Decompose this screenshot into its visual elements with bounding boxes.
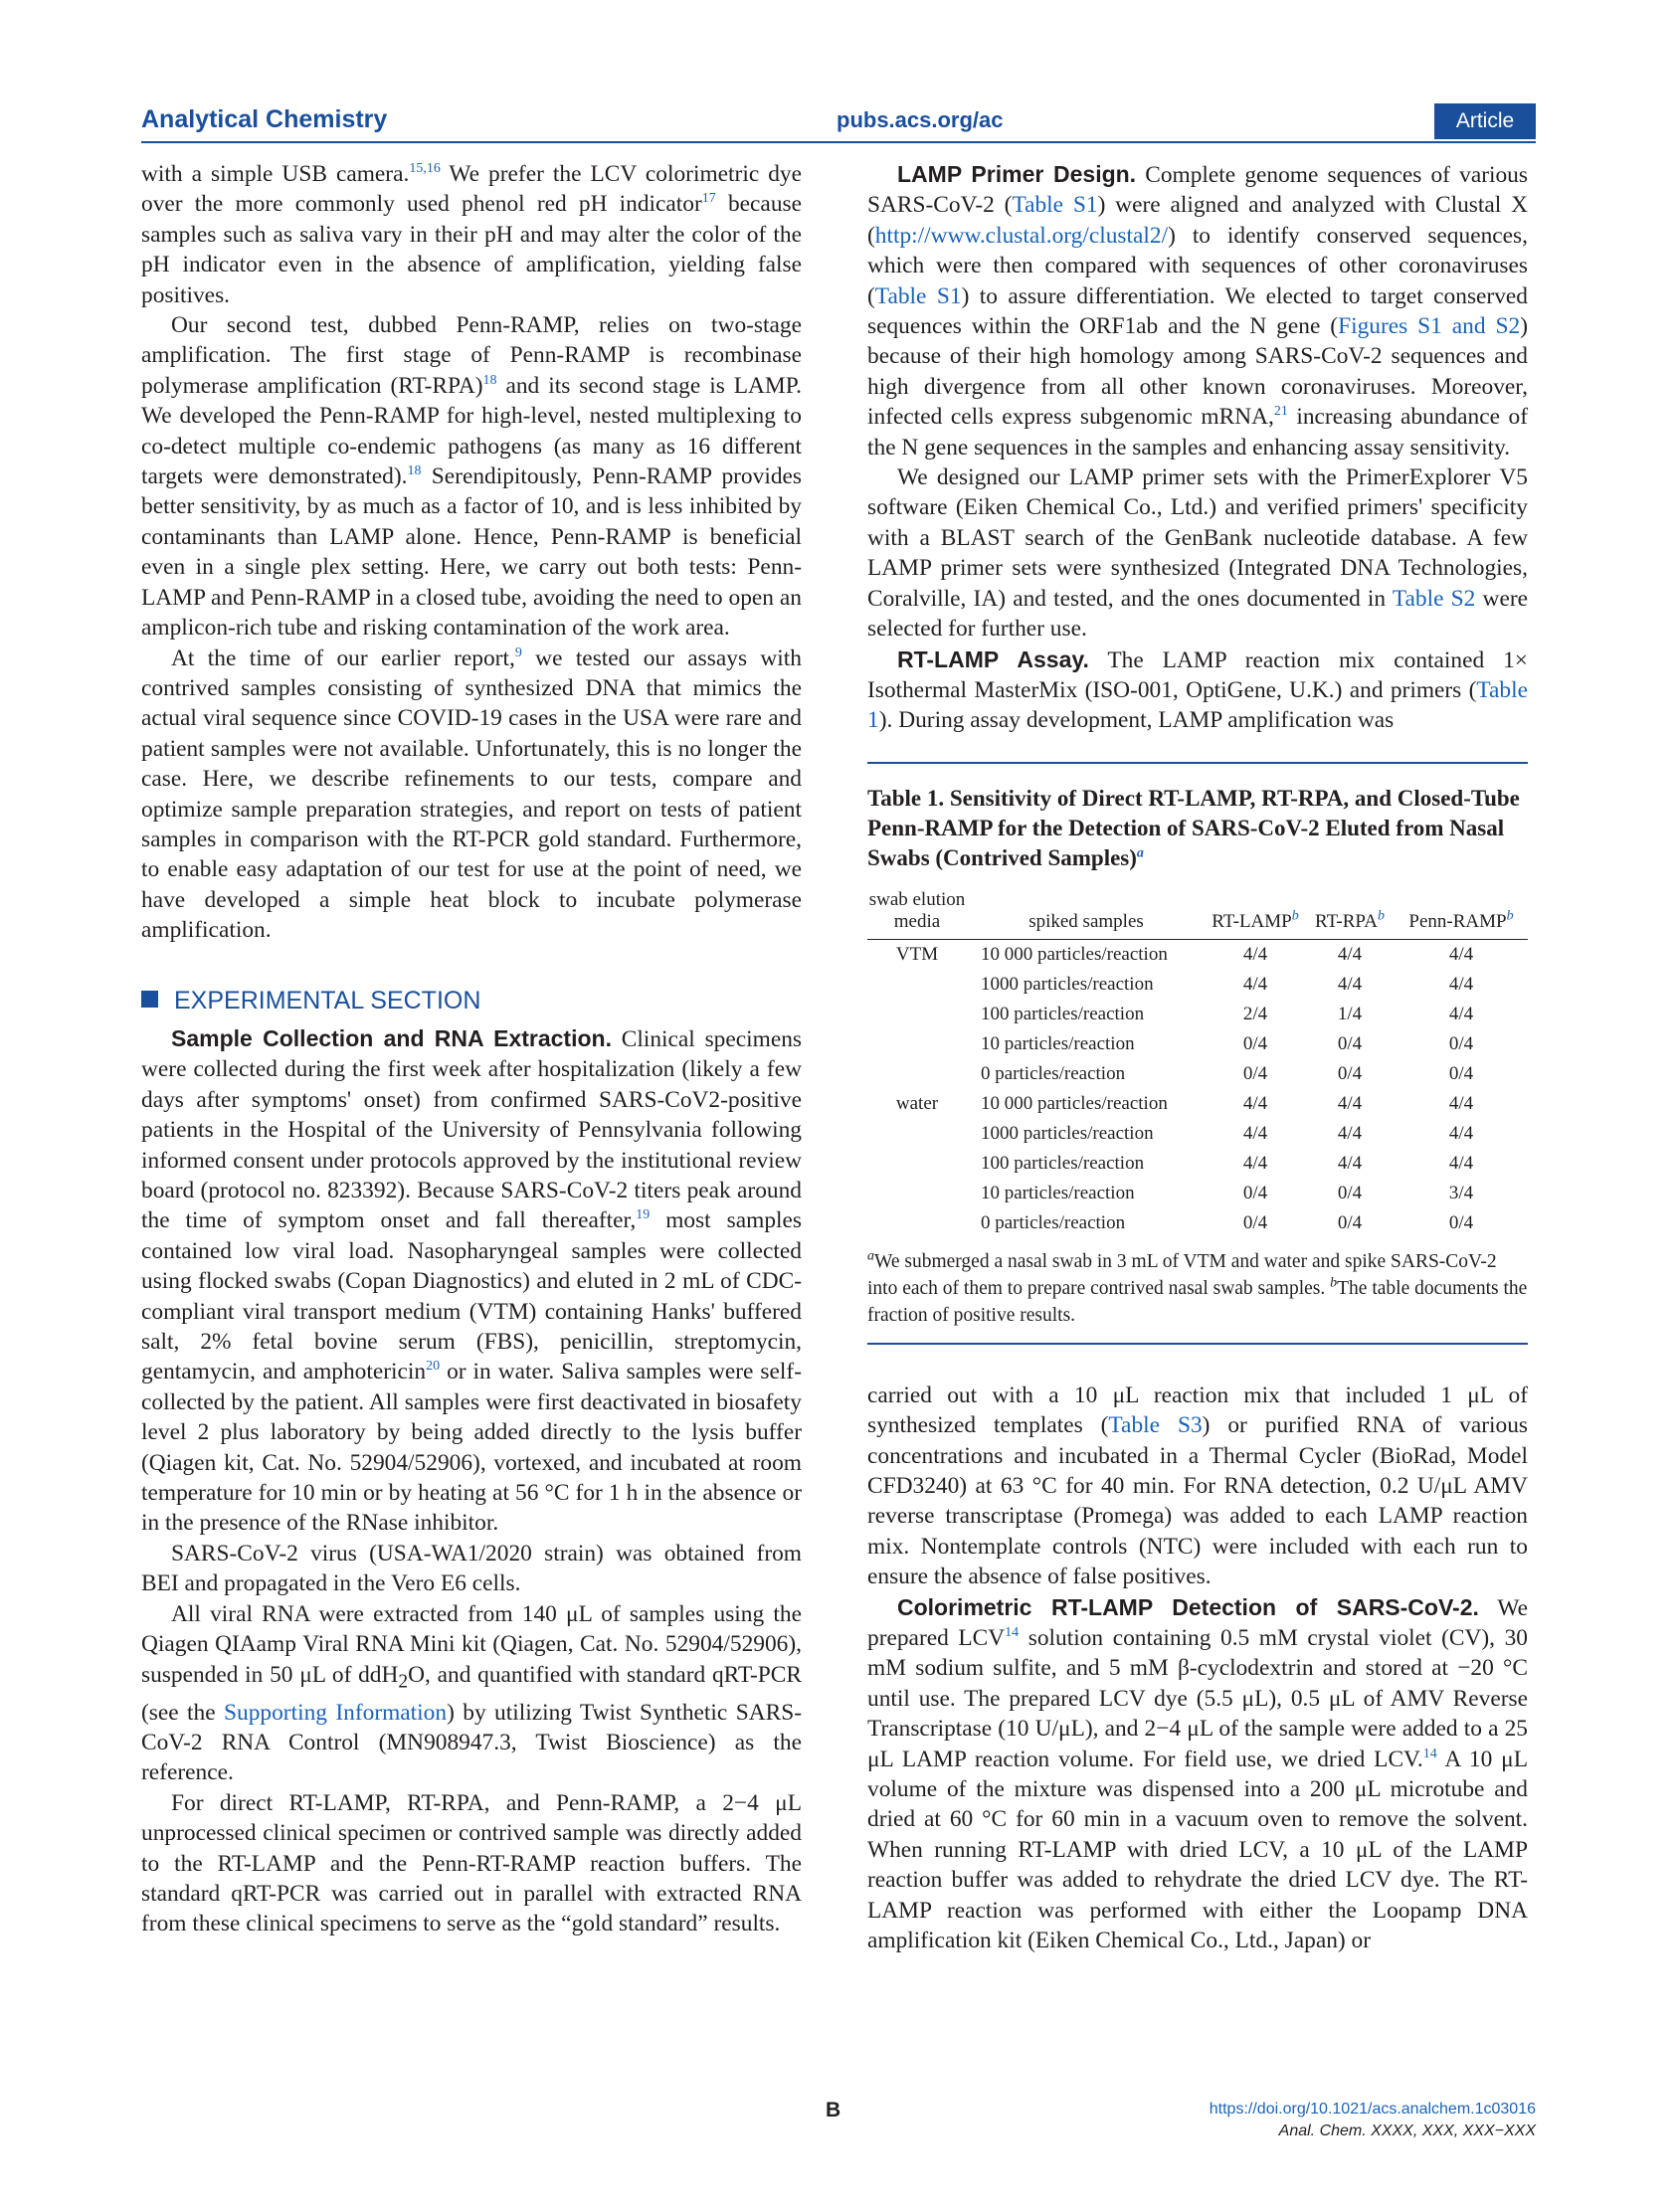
table-cell: 4/4 bbox=[1242, 1152, 1268, 1174]
table-cell: 0/4 bbox=[1337, 1182, 1363, 1203]
paragraph: Colorimetric RT-LAMP Detection of SARS-CoV-2. We prepared LCV$^{14}$ solution containing 0.5 mM crystal violet (CV), 30 mM sodium sulfite, and 5 mM β-cyclodextrin and stored at −20 °C until use. The prepared LCV dye (5.5 μL), 0.5 μL of AMV Reverse Transcriptase (10 U/μL), and 2−4 μL of the sample were added to a 25 μL LAMP reaction volume. For field use, we dried LCV.$^{14}$ A 10 μL volume of the mixture was dispensed into a 200 μL microtube and dried at 60 °C for 60 min in a vacuum oven to remove the solvent. When running RT-LAMP with dried LCV, a 10 μL of the LAMP reaction buffer was added to rehydrate the dried LCV dye. The RT-LAMP reaction was performed with either the Loopamp DNA amplification kit (Eiken Chemical Co., Ltd., Japan) or bbox=[867, 1593, 1528, 1954]
journal-site[interactable]: pubs.acs.org/ac bbox=[837, 107, 1004, 132]
reference-superscript: 15,16 bbox=[409, 161, 441, 177]
inline-link[interactable]: Supporting Information bbox=[224, 1699, 448, 1726]
table-cell: 1/4 bbox=[1337, 1003, 1363, 1024]
col-header-penn-ramp: Penn-RAMP$^b$ bbox=[1408, 908, 1514, 932]
table-cell: 1000 particles/reaction bbox=[981, 973, 1154, 995]
table-cell: 4/4 bbox=[1337, 1092, 1363, 1114]
table-cell bbox=[867, 1149, 967, 1179]
table-top-rule bbox=[867, 762, 1528, 764]
sensitivity-table bbox=[867, 889, 1528, 1238]
table-cell: 4/4 bbox=[1337, 1122, 1363, 1144]
table-cell: 10 000 particles/reaction bbox=[981, 1092, 1168, 1114]
right-column bbox=[867, 159, 1528, 1955]
table-cell bbox=[867, 1208, 967, 1238]
article-type-badge: Article bbox=[1434, 103, 1536, 139]
table-row bbox=[867, 1179, 1528, 1208]
reference-superscript: 21 bbox=[1273, 404, 1288, 420]
table-cell: 4/4 bbox=[1337, 1152, 1363, 1174]
table-cell: 4/4 bbox=[1448, 973, 1474, 995]
table-cell: 10 particles/reaction bbox=[981, 1182, 1135, 1203]
table-cell: 10 particles/reaction bbox=[981, 1032, 1135, 1054]
subscript: 2 bbox=[398, 1671, 409, 1693]
paragraph: Our second test, dubbed Penn-RAMP, relies on two-stage amplification. The first stage of Penn-RAMP is recombinase polymerase amplification $(RT-RPA)^{18}$ and its second stage is LAMP. We developed the Penn-RAMP for high-level, nested multiplexing to co-detect multiple co-endemic pathogens (as many as 16 different targets were demonstrated).$^{18}$ Serendipitously, Penn-RAMP provides better sensitivity, by as much as a factor of 10, and is less inhibited by contaminants than LAMP alone. Hence, Penn-RAMP is beneficial even in a single plex setting. Here, we carry out both tests: Penn-LAMP and Penn-RAMP in a closed tube, avoiding the need to open an amplicon-rich tube and risking contamination of the work area. bbox=[141, 312, 802, 642]
reference-superscript: 18 bbox=[407, 463, 422, 479]
inline-link[interactable]: Table S1 bbox=[1012, 192, 1098, 219]
paragraph: LAMP Primer Design. Complete genome sequences of various SARS-CoV-2 (Table S1) were aligned and analyzed with Clustal X (http://www.clustal.org/clustal2/) to identify conserved sequences, which were then compared with sequences of other coronaviruses (Table S1) to assure differentiation. We elected to target conserved sequences within the ORF1ab and the N gene (Figures S1 and S2) because of their high homology among SARS-CoV-2 sequences and high divergence from all other known coronaviruses. Moreover, infected cells express subgenomic mRNA,$^{21}$ increasing abundance of the N gene sequences in the samples and enhancing assay sensitivity. bbox=[867, 161, 1529, 461]
reference-superscript: 14 bbox=[1005, 1625, 1020, 1641]
inline-link[interactable]: Table S1 bbox=[874, 282, 962, 309]
table-cell: 4/4 bbox=[1337, 943, 1363, 965]
table-caption: Table 1. Sensitivity of Direct RT-LAMP, RT-RPA, and Closed-Tube Penn-RAMP for the Detection of SARS-CoV-2 Eluted from Nasal Swabs (Contrived Samples)$^a$ bbox=[867, 785, 1520, 870]
run-in-heading: LAMP Primer Design. bbox=[897, 161, 1137, 187]
table-caption-note: a bbox=[1136, 845, 1144, 861]
journal-citation: Anal. Chem. XXXX, XXX, XXX−XXX bbox=[1278, 2122, 1536, 2139]
reference-superscript: 17 bbox=[701, 191, 716, 207]
col-header-rt-rpa: RT-RPA$^b$ bbox=[1315, 908, 1385, 932]
table-cell bbox=[867, 970, 967, 1000]
table-cell: 4/4 bbox=[1242, 1122, 1268, 1144]
paragraph: RT-LAMP Assay. The LAMP reaction mix contained 1× Isothermal MasterMix (ISO-001, OptiGene, U.K.) and primers (Table 1). During assay development, LAMP amplification was bbox=[867, 645, 1528, 734]
table-cell: 0/4 bbox=[1448, 1062, 1474, 1084]
table-row bbox=[867, 970, 1528, 1000]
table-row bbox=[867, 1000, 1528, 1029]
table-cell: 1000 particles/reaction bbox=[981, 1122, 1154, 1144]
table-body bbox=[867, 939, 1528, 1238]
table-cell: 0/4 bbox=[1242, 1062, 1268, 1084]
table-footnote-b: The table documents the fraction of positive results. bbox=[867, 1277, 1528, 1326]
inline-link[interactable]: Table S3 bbox=[1108, 1412, 1203, 1439]
table-bottom-rule bbox=[867, 1343, 1528, 1345]
table-footnotes: $^a$We submerged a nasal swab in 3 mL of VTM and water and spike SARS-CoV-2 into each of them to prepare contrived nasal swab samples. $^b$The table documents the fraction of positive results. bbox=[867, 1248, 1528, 1326]
table-cell: 0/4 bbox=[1337, 1062, 1363, 1084]
paragraph: All viral RNA were extracted from 140 μL of samples using the Qiagen QIAamp Viral RNA Mini kit (Qiagen, Cat. No. 52904/52906), suspended in 50 μL of ddH$_2$O, and quantified with standard qRT-PCR (see the Supporting Information) by utilizing Twist Synthetic SARS-CoV-2 RNA Control (MN908947.3, Twist Bioscience) as the reference. bbox=[141, 1600, 802, 1786]
section-heading bbox=[141, 986, 802, 1015]
table-cell bbox=[867, 1119, 967, 1149]
paragraph: with a simple USB camera.$^{15,16}$ We prefer the LCV colorimetric dye over the more commonly used phenol red pH indicator$^{17}$ because samples such as saliva vary in their pH and may alter the color of the pH indicator even in the absence of amplification, yielding false positives. bbox=[141, 161, 803, 308]
paragraph: Sample Collection and RNA Extraction. Clinical specimens were collected during the first week after hospitalization (likely a few days after symptoms' onset) from confirmed SARS-CoV2-positive patients in the Hospital of the University of Pennsylvania following informed consent under protocols approved by the institutional review board (protocol no. 823392). Because SARS-CoV-2 titers peak around the time of symptom onset and fall thereafter,$^{19}$ most samples contained low viral load. Nasopharyngeal samples were collected using flocked swabs (Copan Diagnostics) and eluted in 2 mL of CDC-compliant viral transport medium (VTM) containing Hanks' buffered salt, 2% fetal bovine serum (FBS), penicillin, streptomycin, gentamycin, and amphotericin$^{20}$ or in water. Saliva samples were self-collected by the patient. All samples were first deactivated in biosafety level 2 plus laboratory by being added directly to the lysis buffer (Qiagen kit, Cat. No. 52904/52906), vortexed, and incubated at room temperature for 10 min or by heating at 56 °C for 1 h in the absence or in the presence of the RNase inhibitor. bbox=[141, 1024, 802, 1537]
table-cell: 4/4 bbox=[1448, 1152, 1474, 1174]
table-cell: 100 particles/reaction bbox=[981, 1152, 1145, 1174]
col-header-spiked: spiked samples bbox=[1028, 910, 1144, 932]
table-cell: 4/4 bbox=[1242, 943, 1268, 965]
table-cell bbox=[867, 1179, 967, 1208]
run-in-heading: Sample Collection and RNA Extraction. bbox=[171, 1024, 612, 1051]
table-cell: 0/4 bbox=[1242, 1182, 1268, 1203]
section-square-icon bbox=[141, 991, 158, 1008]
paragraph: At the time of our earlier report,$^9$ we tested our assays with contrived samples consisting of synthesized DNA that mimics the actual viral sequence since COVID-19 cases in the USA were rare and patient samples were not available. Unfortunately, this is no longer the case. Here, we describe refinements to our tests, compare and optimize sample preparation strategies, and report on tests of patient samples in comparison with the RT-PCR gold standard. Furthermore, to enable easy adaptation of our test for use at the point of need, we have developed a simple heat block to incubate polymerase amplification. bbox=[141, 645, 802, 944]
col-header-rt-lamp: RT-LAMP$^b$ bbox=[1212, 908, 1299, 932]
table-footnote-a: We submerged a nasal swab in 3 mL of VTM and water and spike SARS-CoV-2 into each of them to prepare contrived nasal swab samples. bbox=[867, 1250, 1497, 1299]
table-row bbox=[867, 1119, 1528, 1149]
table-row bbox=[867, 1029, 1528, 1059]
table-cell: 0/4 bbox=[1337, 1211, 1363, 1233]
run-in-heading: Colorimetric RT-LAMP Detection of SARS-CoV-2. bbox=[897, 1593, 1479, 1620]
table-row bbox=[867, 939, 1528, 970]
table-row bbox=[867, 1149, 1528, 1179]
table-cell: 4/4 bbox=[1242, 973, 1268, 995]
reference-superscript: 19 bbox=[636, 1207, 651, 1223]
table-cell bbox=[867, 1059, 967, 1089]
table-cell: 0/4 bbox=[1337, 1032, 1363, 1054]
inline-link[interactable]: Figures S1 and S2 bbox=[1338, 313, 1521, 340]
inline-link[interactable]: Table S2 bbox=[1392, 585, 1476, 612]
table-cell: water bbox=[895, 1092, 939, 1114]
table-row bbox=[867, 1208, 1528, 1238]
reference-superscript: 18 bbox=[482, 373, 497, 389]
table-cell: 4/4 bbox=[1448, 1003, 1474, 1024]
table-row bbox=[867, 1059, 1528, 1089]
table-header-row bbox=[867, 889, 1528, 940]
table-cell: VTM bbox=[895, 943, 939, 965]
table-cell: 4/4 bbox=[1448, 943, 1474, 965]
paragraph: We designed our LAMP primer sets with the PrimerExplorer V5 software (Eiken Chemical Co., Ltd.) and verified primers' specificity with a BLAST search of the GenBank nucleotide database. A few LAMP primer sets were synthesized (Integrated DNA Technologies, Coralville, IA) and tested, and the ones documented in Table S2 were selected for further use. bbox=[867, 464, 1529, 643]
paragraph: SARS-CoV-2 virus (USA-WA1/2020 strain) was obtained from BEI and propagated in the Vero E6 cells. bbox=[141, 1540, 802, 1597]
table-cell: 3/4 bbox=[1448, 1182, 1474, 1203]
reference-superscript: 9 bbox=[514, 645, 522, 660]
page-number: B bbox=[826, 2099, 841, 2121]
run-in-heading: RT-LAMP Assay. bbox=[897, 645, 1089, 672]
table-cell: 10 000 particles/reaction bbox=[981, 943, 1168, 965]
left-column bbox=[141, 159, 802, 1939]
col-header-media: swab elution media bbox=[868, 888, 966, 932]
table-cell: 4/4 bbox=[1242, 1092, 1268, 1114]
table-cell: 0/4 bbox=[1448, 1211, 1474, 1233]
table-cell: 0/4 bbox=[1448, 1032, 1474, 1054]
reference-superscript: 14 bbox=[1422, 1746, 1437, 1761]
table-cell: 2/4 bbox=[1242, 1003, 1268, 1024]
table-cell: 0/4 bbox=[1242, 1211, 1268, 1233]
table-cell: 4/4 bbox=[1448, 1122, 1474, 1144]
doi-link[interactable]: https://doi.org/10.1021/acs.analchem.1c03016 bbox=[1209, 2101, 1536, 2118]
table-cell: 100 particles/reaction bbox=[981, 1003, 1145, 1024]
table-cell: 4/4 bbox=[1337, 973, 1363, 995]
table-cell bbox=[867, 1000, 967, 1029]
table-cell: 0 particles/reaction bbox=[981, 1062, 1126, 1084]
paragraph: For direct RT-LAMP, RT-RPA, and Penn-RAMP, a 2−4 μL unprocessed clinical specimen or contrived sample was directly added to the RT-LAMP and the Penn-RT-RAMP reaction buffers. The standard qRT-PCR was carried out in parallel with extracted RNA from these clinical specimens to serve as the “gold standard” results. bbox=[141, 1789, 802, 1937]
paragraph: carried out with a 10 μL reaction mix that included 1 μL of synthesized templates (Table S3) or purified RNA of various concentrations and incubated in a Thermal Cycler (BioRad, Model CFD3240) at 63 °C for 40 min. For RNA detection, 0.2 U/μL AMV reverse transcriptase (Promega) was added to each LAMP reaction mix. Nontemplate controls (NTC) were included with each run to ensure the absence of false positives. bbox=[867, 1382, 1529, 1590]
table-cell: 0 particles/reaction bbox=[981, 1211, 1126, 1233]
table-cell bbox=[867, 1029, 967, 1059]
inline-link[interactable]: Table 1 bbox=[867, 676, 1528, 734]
reference-superscript: 20 bbox=[426, 1359, 441, 1375]
footer-citation bbox=[1210, 2099, 1536, 2142]
inline-link[interactable]: http://www.clustal.org/clustal2/ bbox=[874, 222, 1169, 249]
table-1 bbox=[867, 762, 1528, 1345]
header-rule bbox=[141, 141, 1536, 143]
running-header bbox=[141, 103, 1536, 139]
table-row bbox=[867, 1089, 1528, 1119]
journal-name: Analytical Chemistry bbox=[141, 105, 388, 133]
table-cell: 4/4 bbox=[1448, 1092, 1474, 1114]
table-cell: 0/4 bbox=[1242, 1032, 1268, 1054]
section-heading-text: EXPERIMENTAL SECTION bbox=[174, 986, 481, 1014]
